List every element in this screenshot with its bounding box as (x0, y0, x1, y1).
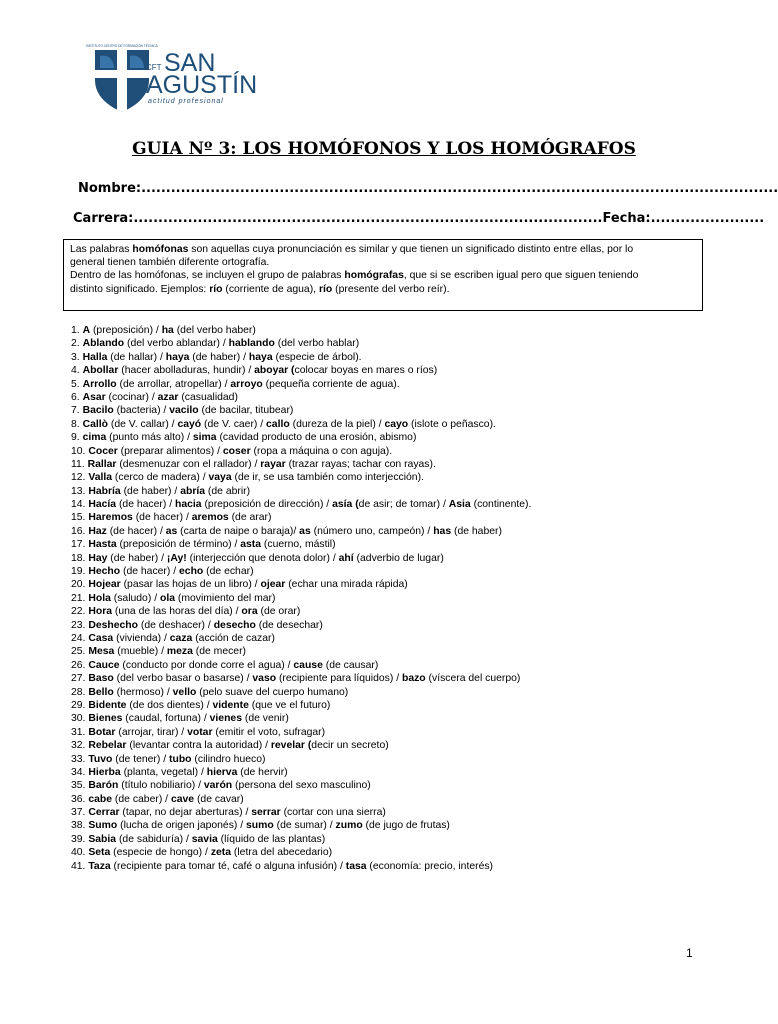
term-text: son aquellas cuya pronunciación es similar y que tienen un significado distinto entre ellas, por lo (188, 244, 634, 255)
term-word: Ablando (82, 338, 125, 350)
list-item (71, 860, 751, 873)
term-word: Abollar (82, 365, 119, 377)
term-text: 26. (71, 659, 89, 671)
term-text: 25. (71, 646, 89, 658)
term-text: (caudal, fortuna) / (122, 713, 210, 725)
list-item (71, 511, 751, 524)
document-title: GUIA Nº 3: LOS HOMÓFONOS Y LOS HOMÓGRAFOS (132, 139, 636, 159)
term-word: Rallar (87, 458, 117, 470)
term-word: tasa (345, 860, 367, 872)
term-text: (levantar contra la autoridad) / (126, 740, 271, 752)
list-item (71, 605, 751, 618)
term-text: (título nobiliario) / (118, 780, 204, 792)
term-text: (economía: precio, interés) (366, 860, 494, 872)
term-word: haya (165, 351, 190, 363)
list-item (71, 458, 751, 471)
term-text: 31. (71, 726, 89, 738)
term-text: de asir; de tomar) / (358, 499, 449, 511)
list-item (71, 391, 751, 404)
term-word: Hojear (88, 579, 121, 591)
term-word: savia (191, 833, 218, 845)
term-text: 16. (71, 525, 89, 537)
term-word: cabe (88, 793, 113, 805)
term-word: hierva (206, 766, 238, 778)
list-item (71, 833, 751, 846)
term-text: (echar una mirada rápida) (285, 579, 408, 591)
term-text: (del verbo ablandar) / (124, 338, 229, 350)
term-word: serrar (251, 807, 281, 819)
term-word: Asar (82, 391, 106, 403)
term-text: (ropa a máquina o con aguja). (250, 445, 393, 457)
term-text: 8. (71, 418, 83, 430)
term-text: 11. (71, 458, 88, 470)
term-word: cayó (177, 418, 202, 430)
term-text: 9. (71, 432, 83, 444)
term-text: 18. (71, 552, 89, 564)
term-word: vidente (212, 699, 249, 711)
term-text: , que si se escriben igual pero que siguen teniendo (403, 270, 639, 282)
term-text: (de ir, se usa también como interjección). (231, 472, 424, 484)
term-word: Habría (88, 485, 121, 497)
term-text: 10. (71, 445, 89, 457)
term-text: 15. (71, 512, 89, 524)
intro-line (70, 283, 696, 296)
term-text: (de haber) / (120, 485, 181, 497)
term-text: (hermoso) / (113, 686, 173, 698)
logo-tagline: actitud profesional (148, 98, 224, 105)
term-text: (cerco de madera) / (112, 472, 209, 484)
term-word: Deshecho (88, 619, 139, 631)
term-text: (vivienda) / (113, 632, 170, 644)
list-item (71, 431, 751, 444)
term-word: Arrollo (82, 378, 117, 390)
term-word: hablando (228, 338, 275, 350)
term-text: (cilindro hueco) (191, 753, 266, 765)
term-text: (tapar, no dejar aberturas) / (119, 807, 252, 819)
term-word: Botar (88, 726, 116, 738)
term-text: (víscera del cuerpo) (425, 673, 521, 685)
logo-san: SAN (164, 49, 216, 77)
term-text: (del verbo hablar) (274, 338, 360, 350)
term-text: (interjección que denota dolor) / (186, 552, 339, 564)
list-item (71, 659, 751, 672)
term-text: 37. (71, 807, 89, 819)
term-word: aremos (191, 512, 229, 524)
term-word: Hay (88, 552, 108, 564)
term-word: vacilo (169, 405, 199, 417)
term-text: 35. (71, 780, 89, 792)
term-text: 17. (71, 539, 89, 551)
list-item (71, 686, 751, 699)
term-text: 21. (71, 592, 89, 604)
term-text: 3. (71, 351, 83, 363)
term-word: as (165, 525, 178, 537)
term-word: Cerrar (88, 807, 120, 819)
term-text: 1. (71, 325, 83, 336)
term-word: desecho (213, 619, 256, 631)
term-word: revelar ( (270, 740, 312, 752)
logo-cft: CFT (146, 63, 162, 72)
term-word: Bello (88, 686, 114, 698)
term-text: (trazar rayas; tachar con rayas). (285, 458, 436, 470)
term-text: 13. (71, 485, 89, 497)
term-text: 20. (71, 579, 89, 591)
term-text: (recipiente para tomar té, café o alguna infusión) / (110, 860, 346, 872)
list-item (71, 578, 751, 591)
term-word: abría (180, 485, 206, 497)
term-text: 7. (71, 405, 83, 417)
list-item (71, 418, 751, 431)
term-text: 40. (71, 847, 89, 859)
term-text: (cocinar) / (105, 391, 158, 403)
term-word: tubo (169, 753, 192, 765)
list-item (71, 351, 751, 364)
term-text: 34. (71, 766, 89, 778)
term-word: caza (169, 632, 193, 644)
term-text: (de haber) / (189, 351, 249, 363)
list-item (71, 632, 751, 645)
term-text: 22. (71, 606, 89, 618)
term-text: (una de las horas del día) / (112, 606, 242, 618)
term-word: Barón (88, 780, 119, 792)
term-text: 19. (71, 566, 89, 578)
term-word: Tuvo (88, 753, 113, 765)
list-item (71, 793, 751, 806)
term-text: 32. (71, 740, 89, 752)
term-text: Dentro de las homófonas, se incluyen el grupo de palabras (70, 270, 345, 282)
term-text: 27. (71, 673, 89, 685)
term-text: (de cavar) (194, 793, 244, 805)
term-text: (de hacer) / (132, 512, 192, 524)
term-word: Asia (448, 499, 471, 511)
term-word: ola (159, 592, 175, 604)
term-word: Bienes (88, 713, 123, 725)
term-word: echo (179, 566, 204, 578)
term-text: (líquido de las plantas) (217, 833, 326, 845)
term-word: sima (192, 432, 217, 444)
term-text: general tienen también diferente ortografía. (70, 257, 270, 269)
intro-line (70, 243, 696, 256)
term-text: (de mecer) (192, 646, 247, 658)
term-text: 33. (71, 753, 89, 765)
term-text: 14. (71, 499, 89, 511)
list-item (71, 538, 751, 551)
term-word: vienes (209, 713, 242, 725)
intro-text (70, 243, 696, 296)
term-text: (de desechar) (255, 619, 323, 631)
term-text: (de sabiduría) / (116, 833, 192, 845)
term-text: 24. (71, 632, 89, 644)
list-item (71, 445, 751, 458)
term-text: 38. (71, 820, 89, 832)
term-text: 4. (71, 365, 83, 377)
term-text: (saludo) / (110, 592, 160, 604)
term-word: zumo (335, 820, 363, 832)
term-text: (de V. callar) / (107, 418, 178, 430)
term-text: (de dos dientes) / (126, 699, 213, 711)
term-word: A (82, 325, 91, 336)
list-item (71, 806, 751, 819)
term-word: Casa (88, 632, 114, 644)
term-word: Bacilo (82, 405, 114, 417)
term-text: (de jugo de frutas) (362, 820, 450, 832)
term-word: Taza (88, 860, 111, 872)
term-text: (preposición de término) / (116, 539, 241, 551)
list-item (71, 378, 751, 391)
term-text: (de deshacer) / (138, 619, 214, 631)
term-word: Sumo (88, 820, 118, 832)
term-word: Valla (88, 472, 113, 484)
term-text: (de echar) (203, 566, 254, 578)
term-text: (de venir) (242, 713, 289, 725)
term-text: (de haber) / (107, 552, 167, 564)
intro-line (70, 256, 696, 269)
term-word: ahí (338, 552, 354, 564)
term-word: haya (248, 351, 273, 363)
term-text: decir un secreto) (311, 740, 389, 752)
intro-line (70, 269, 696, 282)
list-item (71, 753, 751, 766)
name-field[interactable]: Nombre:................................................................................................................................. (78, 181, 778, 196)
term-word: coser (222, 445, 251, 457)
term-text: (punto más alto) / (106, 432, 193, 444)
term-word: cause (293, 659, 323, 671)
term-text: (letra del abecedario) (231, 847, 333, 859)
term-text: 30. (71, 713, 89, 725)
term-word: Hierba (88, 766, 121, 778)
term-word: río (209, 283, 223, 295)
term-word: Rebelar (88, 740, 127, 752)
term-word: Halla (82, 351, 108, 363)
term-text: 29. (71, 699, 89, 711)
term-text: 39. (71, 833, 89, 845)
term-text: distinto significado. Ejemplos: (70, 283, 210, 295)
list-item (71, 485, 751, 498)
term-word: asía ( (332, 499, 359, 511)
term-text: (especie de hongo) / (110, 847, 211, 859)
list-item (71, 471, 751, 484)
list-item (71, 364, 751, 377)
term-text: (continente). (470, 499, 532, 511)
term-word: arroyo (230, 378, 263, 390)
term-word: vaya (208, 472, 232, 484)
term-text: (presente del verbo reír). (332, 283, 450, 295)
term-text: (de hervir) (237, 766, 288, 778)
term-text: (arrojar, tirar) / (115, 726, 188, 738)
term-text: (mueble) / (114, 646, 167, 658)
term-text: (de sumar) / (273, 820, 336, 832)
term-word: Cocer (88, 445, 118, 457)
list-item (71, 525, 751, 538)
list-item (71, 498, 751, 511)
term-text: (de bacilar, titubear) (198, 405, 294, 417)
term-word: Hola (88, 592, 111, 604)
term-text: (cortar con una sierra) (280, 807, 386, 819)
term-text: (conducto por donde corre el agua) / (119, 659, 294, 671)
term-word: varón (203, 780, 233, 792)
term-word: meza (166, 646, 193, 658)
list-item (71, 592, 751, 605)
career-date-field[interactable]: Carrera:...............................................................................................Fecha:....................... (73, 211, 765, 226)
term-text: (persona del sexo masculino) (232, 780, 371, 792)
term-word: Baso (88, 673, 114, 685)
term-word: río (318, 283, 333, 295)
term-word: has (433, 525, 452, 537)
list-item (71, 726, 751, 739)
list-item (71, 712, 751, 725)
term-word: cave (170, 793, 195, 805)
term-word: vaso (252, 673, 277, 685)
term-text: (que ve el futuro) (248, 699, 331, 711)
term-text: Las palabras (70, 244, 133, 255)
term-text: (de orar) (257, 606, 301, 618)
term-word: homófonas (132, 244, 189, 255)
term-word: aboyar ( (254, 365, 295, 377)
term-word: Haremos (88, 512, 133, 524)
page-number: 1 (686, 946, 693, 960)
term-word: zeta (210, 847, 232, 859)
term-text: 2. (71, 338, 83, 350)
term-text: (número uno, campeón) / (310, 525, 434, 537)
list-item (71, 846, 751, 859)
term-text: (preposición de dirección) / (201, 499, 333, 511)
term-text: (de V. caer) / (201, 418, 267, 430)
term-word: Cauce (88, 659, 120, 671)
term-text: (de caber) / (112, 793, 171, 805)
list-item (71, 619, 751, 632)
term-word: ha (161, 325, 174, 336)
term-word: cima (82, 432, 107, 444)
term-word: votar (187, 726, 213, 738)
term-text: (bacteria) / (113, 405, 170, 417)
term-text: (movimiento del mar) (174, 592, 276, 604)
intro-box (63, 239, 703, 311)
list-item (71, 699, 751, 712)
term-text: 12. (71, 472, 89, 484)
term-text: (de haber) (451, 525, 502, 537)
term-text: (preposición) / (90, 325, 162, 336)
term-word: azar (157, 391, 179, 403)
term-text: (de arrollar, atropellar) / (116, 378, 231, 390)
term-word: ojear (260, 579, 286, 591)
logo-agustin: AGUSTÍN (146, 71, 258, 99)
list-item (71, 645, 751, 658)
term-text: (casualidad) (178, 391, 238, 403)
term-word: Haz (88, 525, 107, 537)
term-text: (carta de naipe o baraja)/ (177, 525, 300, 537)
term-text: (cuerno, mástil) (261, 539, 336, 551)
term-text: 36. (71, 793, 89, 805)
term-word: bazo (401, 673, 426, 685)
list-item (71, 819, 751, 832)
list-item (71, 672, 751, 685)
term-text: (planta, vegetal) / (120, 766, 207, 778)
list-item (71, 766, 751, 779)
term-word: vello (172, 686, 197, 698)
list-item (71, 739, 751, 752)
term-word: Seta (88, 847, 111, 859)
list-item (71, 565, 751, 578)
term-word: Hasta (88, 539, 117, 551)
term-word: hacia (174, 499, 202, 511)
term-word: Bidente (88, 699, 127, 711)
term-text: 28. (71, 686, 89, 698)
term-word: rayar (260, 458, 286, 470)
term-word: homógrafas (344, 270, 404, 282)
term-text: (islote o peñasco). (408, 418, 496, 430)
term-text: (del verbo basar o basarse) / (113, 673, 253, 685)
term-text: (cavidad producto de una erosión, abismo) (216, 432, 417, 444)
term-text: (de arar) (228, 512, 272, 524)
logo-top-text: INSTITUTO CENTRO DE FORMACIÓN TÉCNICA (86, 44, 158, 48)
list-item (71, 337, 751, 350)
term-text: (de hacer) / (106, 525, 166, 537)
term-text: 23. (71, 619, 89, 631)
term-text: (pasar las hojas de un libro) / (120, 579, 261, 591)
term-word: ¡Ay! (166, 552, 187, 564)
term-text: colocar boyas en mares o ríos) (294, 365, 438, 377)
term-text: (de hacer) / (116, 499, 175, 511)
term-text: (lucha de origen japonés) / (117, 820, 247, 832)
term-text: (desmenuzar con el rallador) / (116, 458, 261, 470)
term-text: (pelo suave del cuerpo humano) (196, 686, 349, 698)
term-word: cayo (384, 418, 409, 430)
term-text: (hacer abolladuras, hundir) / (118, 365, 255, 377)
term-word: Hacía (88, 499, 117, 511)
term-word: callo (266, 418, 290, 430)
term-word: sumo (246, 820, 274, 832)
term-text: (de hallar) / (107, 351, 166, 363)
list-item (71, 324, 751, 337)
institution-logo (86, 40, 258, 116)
term-text: (preparar alimentos) / (117, 445, 223, 457)
term-text: (de abrir) (205, 485, 251, 497)
term-text: 41. (71, 860, 89, 872)
term-text: (de hacer) / (120, 566, 180, 578)
term-word: Callò (82, 418, 108, 430)
term-text: (especie de árbol). (272, 351, 362, 363)
term-word: asta (240, 539, 262, 551)
term-word: Hora (88, 606, 113, 618)
list-item (71, 552, 751, 565)
term-text: (adverbio de lugar) (353, 552, 444, 564)
term-word: Mesa (88, 646, 115, 658)
term-text: (de tener) / (112, 753, 170, 765)
term-word: Hecho (88, 566, 121, 578)
term-text: (de causar) (322, 659, 379, 671)
list-item (71, 404, 751, 417)
term-word: Sabia (88, 833, 117, 845)
homophone-list (71, 324, 751, 873)
list-item (71, 779, 751, 792)
term-text: 6. (71, 391, 83, 403)
term-text: 5. (71, 378, 83, 390)
term-word: ora (241, 606, 258, 618)
term-text: (emitir el voto, sufragar) (212, 726, 326, 738)
term-text: (acción de cazar) (192, 632, 275, 644)
term-text: (corriente de agua), (222, 283, 319, 295)
term-text: (recipiente para líquidos) / (276, 673, 402, 685)
term-text: (del verbo haber) (173, 325, 256, 336)
term-word: as (299, 525, 311, 537)
term-text: (pequeña corriente de agua). (262, 378, 400, 390)
term-text: (dureza de la piel) / (289, 418, 385, 430)
